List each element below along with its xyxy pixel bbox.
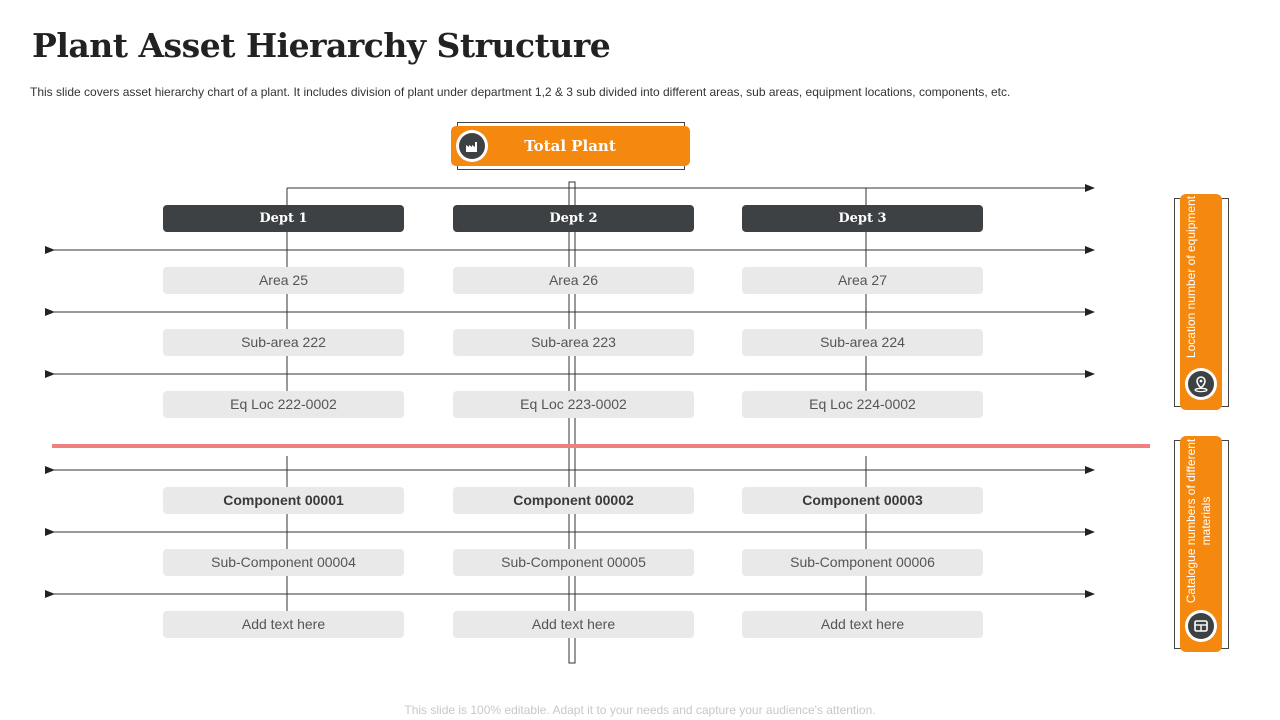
subcomponent-box: Sub-Component 00005 <box>453 549 694 576</box>
add-text-box: Add text here <box>742 611 983 638</box>
subcomponent-box: Sub-Component 00004 <box>163 549 404 576</box>
factory-icon <box>456 130 488 162</box>
eq-loc-box: Eq Loc 223-0002 <box>453 391 694 418</box>
dept-box: Dept 1 <box>163 205 404 232</box>
component-box: Component 00003 <box>742 487 983 514</box>
center-trunk-line <box>569 182 575 663</box>
subarea-box: Sub-area 223 <box>453 329 694 356</box>
level-arrows <box>54 250 1094 594</box>
subarea-box: Sub-area 222 <box>163 329 404 356</box>
eq-loc-box: Eq Loc 222-0002 <box>163 391 404 418</box>
section-divider <box>52 444 1150 448</box>
area-box: Area 25 <box>163 267 404 294</box>
area-box: Area 27 <box>742 267 983 294</box>
subarea-box: Sub-area 224 <box>742 329 983 356</box>
catalogue-label <box>1180 436 1222 652</box>
page-subtitle: This slide covers asset hierarchy chart of a plant. It includes division of plant under department 1,2 & 3 sub divided into different areas, sub areas, equipment locations, components, etc. <box>30 85 1011 99</box>
page-title: Plant Asset Hierarchy Structure <box>32 26 611 65</box>
component-box: Component 00001 <box>163 487 404 514</box>
location-label-text: Location number of equipment <box>1184 195 1198 358</box>
area-box: Area 26 <box>453 267 694 294</box>
footer-note: This slide is 100% editable. Adapt it to your needs and capture your audience's attention. <box>404 703 876 717</box>
dept-box: Dept 2 <box>453 205 694 232</box>
component-box: Component 00002 <box>453 487 694 514</box>
add-text-box: Add text here <box>163 611 404 638</box>
dept-box: Dept 3 <box>742 205 983 232</box>
subcomponent-box: Sub-Component 00006 <box>742 549 983 576</box>
location-label <box>1180 194 1222 410</box>
box-icon <box>1185 610 1217 642</box>
add-text-box: Add text here <box>453 611 694 638</box>
catalogue-label-text: Catalogue numbers of different materials <box>1184 438 1213 604</box>
location-pin-icon <box>1185 368 1217 400</box>
root-node-label: Total Plant <box>524 137 616 155</box>
eq-loc-box: Eq Loc 224-0002 <box>742 391 983 418</box>
